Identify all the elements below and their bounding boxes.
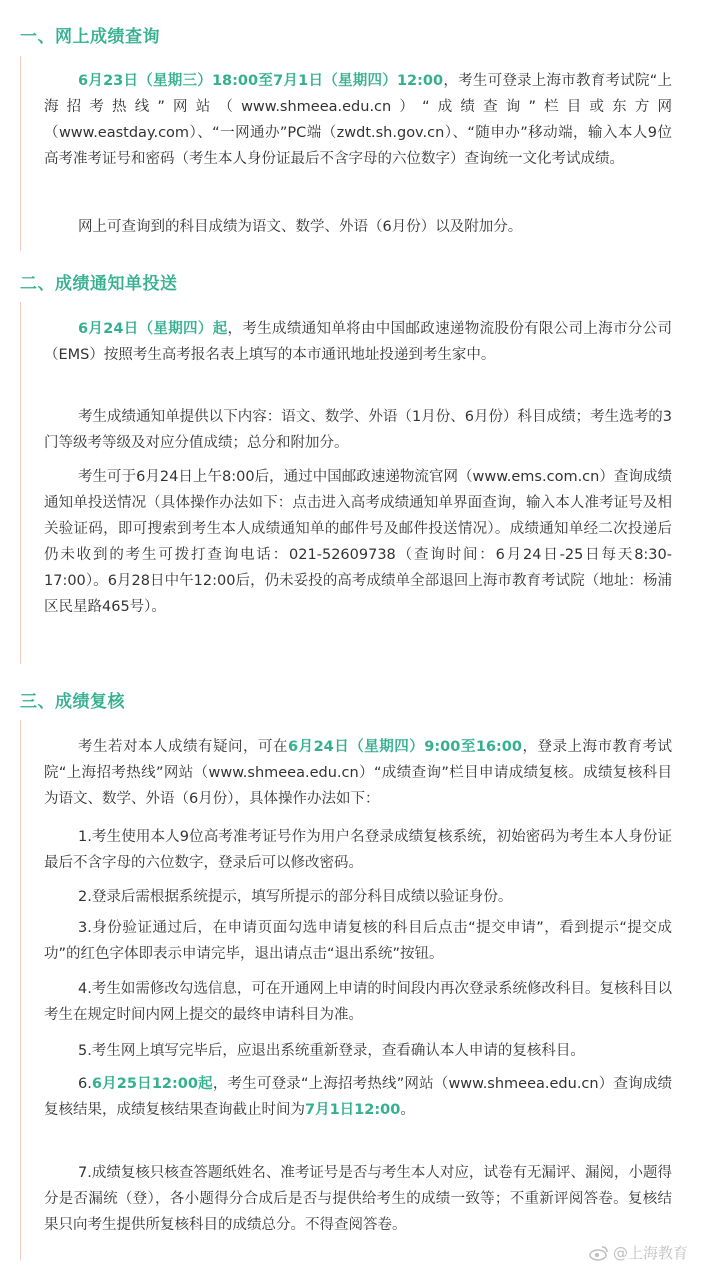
paragraph-text: 3.身份验证通过后，在申请页面勾选申请复核的科目后点击“提交申请”，看到提示“提交成功”的红色字体即表示申请完毕，退出请点击“退出系统”按钮。: [44, 920, 672, 962]
paragraph-text: 2.登录后需根据系统提示，填写所提示的部分科目成绩以验证身份。: [78, 889, 513, 905]
paragraph-2-1: [44, 316, 672, 368]
paragraph-post: 。: [400, 1102, 415, 1118]
section-title-2: 二、成绩通知单投送: [20, 274, 178, 294]
paragraph-text: 7.成绩复核只核查答题纸姓名、准考证号是否与考生本人对应，试卷有无漏评、漏阅，小题得分是否漏统（登），各小题得分合成后是否与提供给考生的成绩一致等；不重新评阅答卷。复核结果只向考生提供所复核科目的成绩总分。不得查阅答卷。: [44, 1165, 672, 1233]
paragraph-text: 1.考生使用本人9位高考准考证号作为用户名登录成绩复核系统，初始密码为考生本人身份证最后不含字母的六位数字，登录后可以修改密码。: [44, 829, 672, 871]
section-title-3: 三、成绩复核: [20, 692, 125, 712]
section-rail-1: [20, 56, 21, 251]
highlight-date: 6月24日（星期四）9:00至16:00: [288, 739, 522, 755]
paragraph-text: 考生成绩通知单提供以下内容：语文、数学、外语（1月份、6月份）科目成绩；考生选考的3门等级考等级及对应分值成绩；总分和附加分。: [44, 409, 672, 451]
weibo-watermark: [589, 1242, 688, 1263]
paragraph-3-3: [44, 884, 672, 910]
paragraph-text: 网上可查询到的科目成绩为语文、数学、外语（6月份）以及附加分。: [78, 219, 523, 235]
paragraph-1-2: [44, 214, 672, 240]
paragraph-text: 5.考生网上填写完毕后，应退出系统重新登录，查看确认本人申请的复核科目。: [78, 1043, 585, 1059]
section-title-1: 一、网上成绩查询: [20, 27, 160, 47]
paragraph-2-2: [44, 404, 672, 456]
section-rail-3: [20, 720, 21, 1260]
paragraph-pre: 考生若对本人成绩有疑问，可在: [78, 739, 288, 755]
paragraph-3-6: [44, 1038, 672, 1064]
watermark-text: @上海教育: [612, 1244, 688, 1262]
section-rail-2: [20, 302, 21, 664]
paragraph-text: 考生可于6月24日上午8:00后，通过中国邮政速递物流官网（www.ems.com.cn）查询成绩通知单投送情况（具体操作办法如下：点击进入高考成绩通知单界面查询，输入本人准考证号及相关验证码，即可搜索到考生本人成绩通知单的邮件号及邮件投送情况）。成绩通知单经二次投递后仍未收到的考生可拨打查询电话：021-52609738（查询时间：6月24日-25日每天8:30-17:00）。6月28日中午12:00后，仍未妥投的高考成绩单全部退回上海市教育考试院（地址：杨浦区民星路465号）。: [44, 469, 672, 615]
weibo-icon: [589, 1245, 609, 1261]
paragraph-3-2: [44, 824, 672, 876]
paragraph-text: ，考生成绩通知单将由中国邮政速递物流股份有限公司上海市分公司（EMS）按照考生高考报名表上填写的本市通讯地址投递到考生家中。: [44, 321, 672, 363]
paragraph-text: ，登录上海市教育考试院“上海招考热线”网站（www.shmeea.edu.cn）“成绩查询”栏目申请成绩复核。成绩复核科目为语文、数学、外语（6月份），具体操作办法如下：: [44, 739, 672, 807]
paragraph-3-8: [44, 1160, 672, 1238]
highlight-deadline: 7月1日12:00: [305, 1102, 401, 1118]
highlight-date: 6月24日（星期四）起: [78, 321, 228, 337]
paragraph-text: ，考生可登录“上海招考热线”网站（www.shmeea.edu.cn）查询成绩复核结果，成绩复核结果查询截止时间为: [44, 1076, 672, 1118]
paragraph-2-3: [44, 464, 672, 620]
paragraph-text: 4.考生如需修改勾选信息，可在开通网上申请的时间段内再次登录系统修改科目。复核科目以考生在规定时间内网上提交的最终申请科目为准。: [44, 981, 672, 1023]
paragraph-1-1: [44, 68, 672, 172]
paragraph-3-4: [44, 915, 672, 967]
paragraph-3-5: [44, 976, 672, 1028]
paragraph-3-1: [44, 734, 672, 812]
highlight-date: 6月25日12:00起: [91, 1076, 213, 1092]
highlight-date: 6月23日（星期三）18:00至7月1日（星期四）12:00: [78, 73, 444, 89]
paragraph-3-7: [44, 1071, 672, 1123]
paragraph-text: ，考生可登录上海市教育考试院“上海招考热线”网站（www.shmeea.edu.cn）“成绩查询”栏目或东方网（www.eastday.com）、“一网通办”PC端（zwdt.sh.gov.cn）、“随申办”移动端，输入本人9位高考准考证号和密码（考生本人身份证最后不含字母的六位数字）查询统一文化考试成绩。: [44, 73, 672, 167]
paragraph-pre: 6.: [78, 1076, 92, 1092]
